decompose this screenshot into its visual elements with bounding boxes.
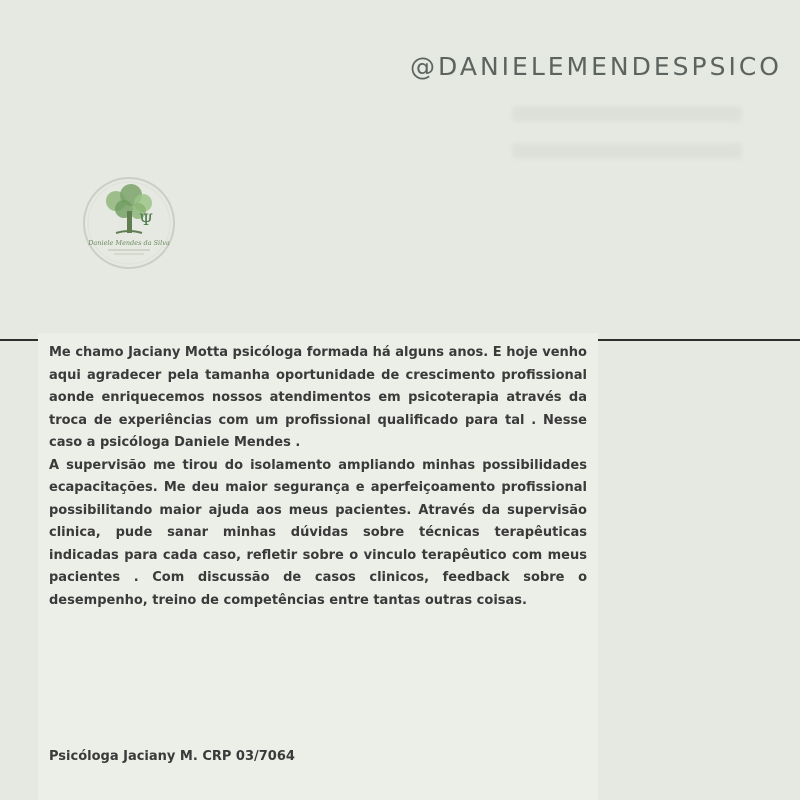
blurred-text-line <box>512 143 742 159</box>
testimonial-signature: Psicóloga Jaciany M. CRP 03/7064 <box>49 749 295 764</box>
tree-psi-logo-icon <box>76 175 182 271</box>
testimonial-body <box>49 342 587 612</box>
svg-text:Ψ: Ψ <box>139 210 154 229</box>
divider-line-right <box>598 339 800 341</box>
testimonial-paragraph-2: A supervisão me tirou do isolamento ampliando minhas possibilidades ecapacitações. Me deu maior segurança e aperfeiçoamento profissional possibilitando maior ajuda aos meus pacientes. Através da supervisão clinica, pude sanar minhas dúvidas sobre técnicas terapêuticas indicadas para cada caso, refletir sobre o vinculo terapêutico com meus pacientes . Com discussão de casos clinicos, feedback sobre o desempenho, treino de competências entre tantas outras coisas. <box>49 457 587 608</box>
svg-text:Daniele Mendes da Silva: Daniele Mendes da Silva <box>88 239 170 247</box>
divider-line-left <box>0 339 38 341</box>
instagram-handle: @DANIELEMENDESPSICO <box>410 52 782 81</box>
testimonial-paragraph-1: Me chamo Jaciany Motta psicóloga formada há alguns anos. E hoje venho aqui agradecer pela tamanha oportunidade de crescimento profissional aonde enriquecemos nossos atendimentos em psicoterapia através da troca de experiências com um profissional qualificado para tal . Nesse caso a psicóloga Daniele Mendes . <box>49 345 587 450</box>
blurred-text-line <box>512 106 742 122</box>
brand-logo <box>76 175 182 271</box>
